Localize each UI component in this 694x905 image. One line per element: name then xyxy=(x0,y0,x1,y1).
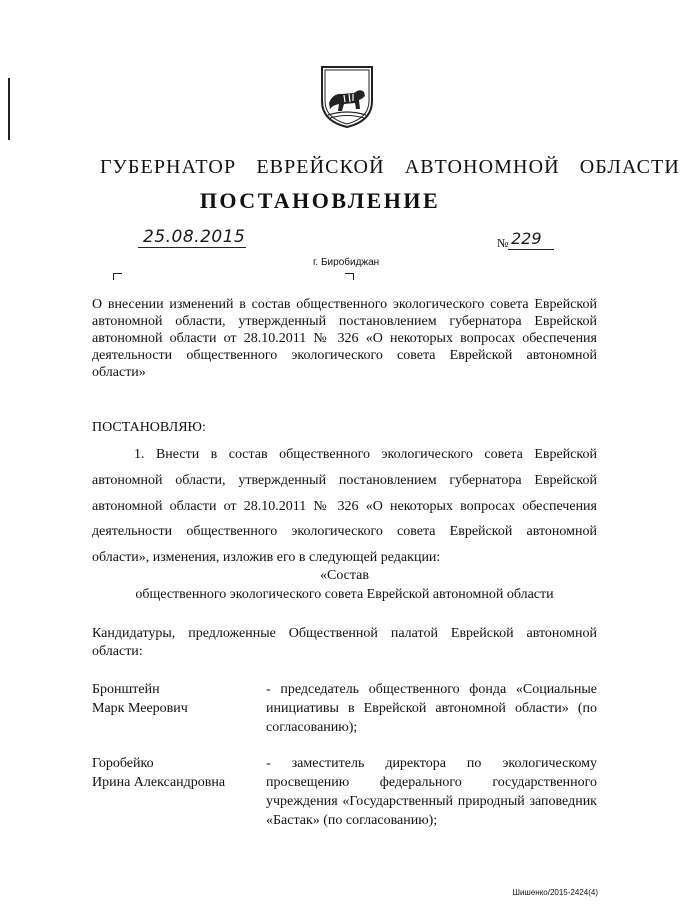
composition-title-line2: общественного экологического совета Еврейской автономной области xyxy=(135,587,554,602)
member-role: - председатель общественного фонда «Социальные инициативы в Еврейской автономной области» (по согласованию); xyxy=(266,682,597,735)
coat-of-arms-tiger-icon xyxy=(318,63,376,129)
member-name xyxy=(92,754,262,792)
document-type: ПОСТАНОВЛЕНИЕ xyxy=(199,188,441,213)
composition-title-line1: «Состав xyxy=(319,568,369,583)
number-label: № xyxy=(497,236,509,250)
composition-title xyxy=(92,566,597,604)
governor-title-word: ОБЛАСТИ xyxy=(579,156,680,178)
member-surname: Бронштейн xyxy=(92,682,160,697)
member-given-names: Марк Меерович xyxy=(92,701,188,716)
governor-title xyxy=(100,156,680,179)
subject-corner-left xyxy=(113,273,122,280)
city-name: г. Биробиджан xyxy=(313,257,380,268)
item-1-text: 1. Внести в состав общественного экологического совета Еврейской автономной области, утвержденный постановлением губернатора Еврейской автономной области от 28.10.2011 № 326 «О некоторых вопросах обеспечения деятельности общественного экологического совета Еврейской автономной области», изменения, изложив его в следующей редакции: xyxy=(92,447,597,566)
member-given-names: Ирина Александровна xyxy=(92,775,226,790)
resolve-word: ПОСТАНОВЛЯЮ: xyxy=(92,420,206,435)
decree-number: 229 xyxy=(511,229,542,248)
decree-date: 25.08.2015 xyxy=(143,227,246,247)
date-underline xyxy=(138,247,246,248)
member-role: - заместитель директора по экологическому просвещению федерального государственного учреждения «Государственный природный заповедник «Бастак» (по согласованию); xyxy=(266,756,597,828)
governor-title-word: ЕВРЕЙСКОЙ xyxy=(256,156,385,178)
footer-code: Шишенко/2015-2424(4) xyxy=(512,888,598,897)
governor-title-word: ГУБЕРНАТОР xyxy=(100,156,237,178)
candidates-heading: Кандидатуры, предложенные Общественной палатой Еврейской автономной области: xyxy=(92,626,597,659)
subject-corner-right xyxy=(345,273,354,280)
member-surname: Горобейко xyxy=(92,756,154,771)
number-underline xyxy=(508,249,554,250)
scan-edge-mark xyxy=(8,78,10,140)
governor-title-word: АВТОНОМНОЙ xyxy=(404,156,560,178)
document-subject: О внесении изменений в состав общественного экологического совета Еврейской автономной области, утвержденный постановлением губернатора Еврейской автономной области от 28.10.2011 № 326 «О некоторых вопросах обеспечения деятельности общественного экологического совета Еврейской автономной области» xyxy=(92,297,597,380)
member-name xyxy=(92,680,262,718)
